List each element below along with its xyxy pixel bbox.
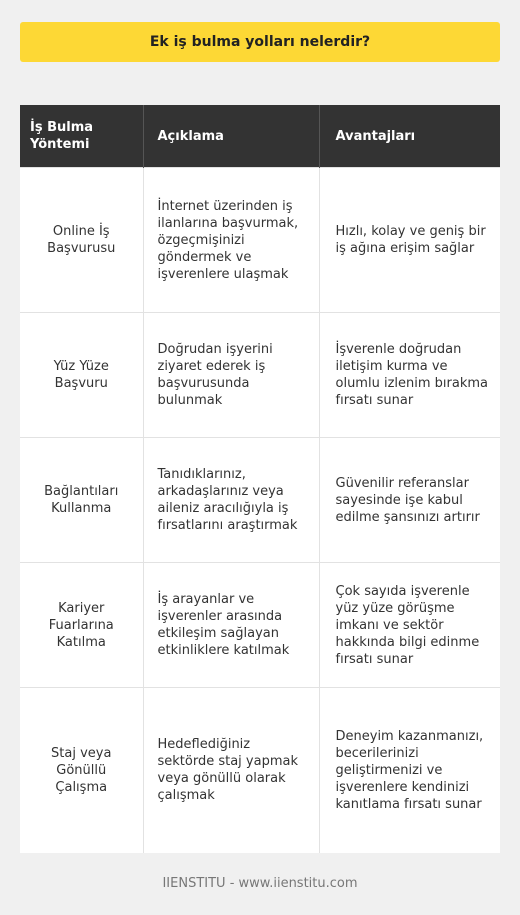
cell-advantages: Çok sayıda işverenle yüz yüze görüşme imkanı ve sektör hakkında bilgi edinme fırsatı sunar [319, 563, 500, 688]
cell-advantages: İşverenle doğrudan iletişim kurma ve olumlu izlenim bırakma fırsatı sunar [319, 313, 500, 438]
footer-credit: IIENSTITU - www.iienstitu.com [162, 876, 358, 891]
cell-description: İnternet üzerinden iş ilanlarına başvurmak, özgeçmişinizi göndermek ve işverenlere ulaşmak [143, 168, 319, 313]
table-row [20, 313, 500, 438]
table-row [20, 688, 500, 853]
table-row [20, 563, 500, 688]
cell-description: Tanıdıklarınız, arkadaşlarınız veya aileniz aracılığıyla iş fırsatlarını araştırmak [143, 438, 319, 563]
table-row [20, 168, 500, 313]
page-title: Ek iş bulma yolları nelerdir? [20, 22, 500, 62]
table-row [20, 438, 500, 563]
header-description: Açıklama [143, 105, 319, 168]
methods-table [20, 105, 500, 853]
cell-advantages: Deneyim kazanmanızı, becerilerinizi geliştirmenizi ve işverenlere kendinizi kanıtlama fırsatı sunar [319, 688, 500, 853]
cell-description: Hedeflediğiniz sektörde staj yapmak veya gönüllü olarak çalışmak [143, 688, 319, 853]
cell-method: Kariyer Fuarlarına Katılma [20, 563, 143, 688]
cell-method: Bağlantıları Kullanma [20, 438, 143, 563]
table-header-row [20, 105, 500, 168]
cell-description: Doğrudan işyerini ziyaret ederek iş başvurusunda bulunmak [143, 313, 319, 438]
cell-advantages: Hızlı, kolay ve geniş bir iş ağına erişim sağlar [319, 168, 500, 313]
header-advantages: Avantajları [319, 105, 500, 168]
cell-description: İş arayanlar ve işverenler arasında etkileşim sağlayan etkinliklere katılmak [143, 563, 319, 688]
header-method: İş Bulma Yöntemi [20, 105, 143, 168]
cell-advantages: Güvenilir referanslar sayesinde işe kabul edilme şansınızı artırır [319, 438, 500, 563]
cell-method: Yüz Yüze Başvuru [20, 313, 143, 438]
cell-method: Online İş Başvurusu [20, 168, 143, 313]
cell-method: Staj veya Gönüllü Çalışma [20, 688, 143, 853]
